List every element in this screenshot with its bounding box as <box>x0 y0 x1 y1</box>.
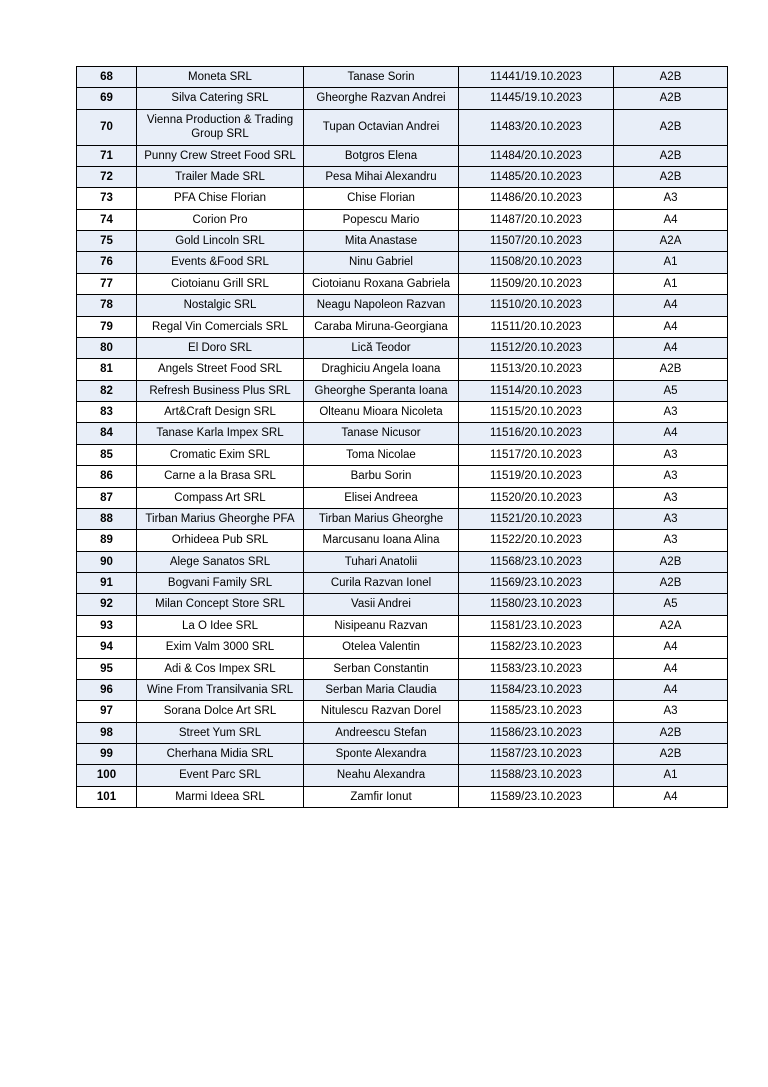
table-row <box>77 744 728 765</box>
cell-no: 97 <box>77 701 137 722</box>
cell-no: 77 <box>77 273 137 294</box>
cell-document: 11483/20.10.2023 <box>459 109 614 145</box>
cell-document: 11509/20.10.2023 <box>459 273 614 294</box>
cell-code: A4 <box>614 209 728 230</box>
table-body <box>77 67 728 808</box>
table-row <box>77 316 728 337</box>
cell-company: Adi & Cos Impex SRL <box>137 658 304 679</box>
cell-no: 68 <box>77 67 137 88</box>
cell-code: A3 <box>614 508 728 529</box>
table-row <box>77 594 728 615</box>
cell-company: Event Parc SRL <box>137 765 304 786</box>
cell-document: 11486/20.10.2023 <box>459 188 614 209</box>
cell-no: 93 <box>77 615 137 636</box>
cell-no: 99 <box>77 744 137 765</box>
table-row <box>77 530 728 551</box>
cell-no: 87 <box>77 487 137 508</box>
cell-person: Gheorghe Razvan Andrei <box>304 88 459 109</box>
cell-no: 96 <box>77 679 137 700</box>
cell-person: Olteanu Mioara Nicoleta <box>304 402 459 423</box>
cell-code: A2B <box>614 359 728 380</box>
table-row <box>77 188 728 209</box>
cell-code: A2B <box>614 573 728 594</box>
table-row <box>77 166 728 187</box>
cell-document: 11512/20.10.2023 <box>459 337 614 358</box>
cell-no: 90 <box>77 551 137 572</box>
cell-company: Trailer Made SRL <box>137 166 304 187</box>
cell-company: Orhideea Pub SRL <box>137 530 304 551</box>
table-row <box>77 637 728 658</box>
cell-document: 11583/23.10.2023 <box>459 658 614 679</box>
cell-no: 91 <box>77 573 137 594</box>
cell-person: Lică Teodor <box>304 337 459 358</box>
cell-person: Curila Razvan Ionel <box>304 573 459 594</box>
cell-no: 95 <box>77 658 137 679</box>
cell-person: Neahu Alexandra <box>304 765 459 786</box>
cell-document: 11521/20.10.2023 <box>459 508 614 529</box>
cell-company: Exim Valm 3000 SRL <box>137 637 304 658</box>
cell-person: Sponte Alexandra <box>304 744 459 765</box>
cell-document: 11513/20.10.2023 <box>459 359 614 380</box>
cell-company: Moneta SRL <box>137 67 304 88</box>
cell-no: 86 <box>77 466 137 487</box>
table-row <box>77 145 728 166</box>
table-row <box>77 786 728 807</box>
cell-code: A4 <box>614 295 728 316</box>
cell-company: Punny Crew Street Food SRL <box>137 145 304 166</box>
cell-document: 11445/19.10.2023 <box>459 88 614 109</box>
cell-company: Tanase Karla Impex SRL <box>137 423 304 444</box>
cell-company: Cromatic Exim SRL <box>137 444 304 465</box>
cell-code: A5 <box>614 594 728 615</box>
cell-code: A3 <box>614 466 728 487</box>
cell-no: 72 <box>77 166 137 187</box>
cell-document: 11586/23.10.2023 <box>459 722 614 743</box>
cell-company: Art&Craft Design SRL <box>137 402 304 423</box>
cell-document: 11516/20.10.2023 <box>459 423 614 444</box>
cell-code: A3 <box>614 444 728 465</box>
cell-person: Tupan Octavian Andrei <box>304 109 459 145</box>
table-row <box>77 67 728 88</box>
cell-code: A2B <box>614 109 728 145</box>
cell-company: La O Idee SRL <box>137 615 304 636</box>
cell-person: Pesa Mihai Alexandru <box>304 166 459 187</box>
cell-code: A4 <box>614 637 728 658</box>
cell-person: Botgros Elena <box>304 145 459 166</box>
cell-document: 11507/20.10.2023 <box>459 231 614 252</box>
cell-person: Popescu Mario <box>304 209 459 230</box>
cell-person: Otelea Valentin <box>304 637 459 658</box>
cell-person: Tuhari Anatolii <box>304 551 459 572</box>
cell-person: Ninu Gabriel <box>304 252 459 273</box>
cell-no: 76 <box>77 252 137 273</box>
cell-document: 11522/20.10.2023 <box>459 530 614 551</box>
cell-document: 11508/20.10.2023 <box>459 252 614 273</box>
cell-code: A4 <box>614 316 728 337</box>
table-row <box>77 487 728 508</box>
cell-no: 75 <box>77 231 137 252</box>
cell-person: Andreescu Stefan <box>304 722 459 743</box>
cell-no: 88 <box>77 508 137 529</box>
cell-document: 11441/19.10.2023 <box>459 67 614 88</box>
cell-company: Nostalgic SRL <box>137 295 304 316</box>
cell-person: Serban Maria Claudia <box>304 679 459 700</box>
cell-document: 11581/23.10.2023 <box>459 615 614 636</box>
cell-no: 85 <box>77 444 137 465</box>
cell-person: Mita Anastase <box>304 231 459 252</box>
cell-company: Gold Lincoln SRL <box>137 231 304 252</box>
cell-document: 11517/20.10.2023 <box>459 444 614 465</box>
cell-code: A2B <box>614 551 728 572</box>
cell-no: 92 <box>77 594 137 615</box>
table-row <box>77 508 728 529</box>
table-row <box>77 679 728 700</box>
cell-code: A2A <box>614 615 728 636</box>
cell-code: A2A <box>614 231 728 252</box>
table-row <box>77 337 728 358</box>
cell-code: A4 <box>614 423 728 444</box>
table-row <box>77 295 728 316</box>
cell-document: 11580/23.10.2023 <box>459 594 614 615</box>
table-row <box>77 359 728 380</box>
table-row <box>77 722 728 743</box>
cell-code: A2B <box>614 88 728 109</box>
table-row <box>77 380 728 401</box>
cell-person: Caraba Miruna-Georgiana <box>304 316 459 337</box>
cell-person: Vasii Andrei <box>304 594 459 615</box>
cell-no: 82 <box>77 380 137 401</box>
cell-no: 100 <box>77 765 137 786</box>
cell-document: 11487/20.10.2023 <box>459 209 614 230</box>
cell-person: Chise Florian <box>304 188 459 209</box>
cell-no: 84 <box>77 423 137 444</box>
cell-person: Zamfir Ionut <box>304 786 459 807</box>
cell-company: Events &Food SRL <box>137 252 304 273</box>
cell-document: 11587/23.10.2023 <box>459 744 614 765</box>
cell-company: Street Yum SRL <box>137 722 304 743</box>
cell-code: A3 <box>614 188 728 209</box>
cell-company: Sorana Dolce Art SRL <box>137 701 304 722</box>
cell-code: A2B <box>614 145 728 166</box>
table-row <box>77 273 728 294</box>
cell-document: 11588/23.10.2023 <box>459 765 614 786</box>
cell-no: 70 <box>77 109 137 145</box>
cell-company: Silva Catering SRL <box>137 88 304 109</box>
cell-person: Elisei Andreea <box>304 487 459 508</box>
cell-document: 11568/23.10.2023 <box>459 551 614 572</box>
cell-person: Serban Constantin <box>304 658 459 679</box>
cell-company: Cherhana Midia SRL <box>137 744 304 765</box>
cell-person: Barbu Sorin <box>304 466 459 487</box>
table-row <box>77 701 728 722</box>
cell-no: 101 <box>77 786 137 807</box>
cell-code: A2B <box>614 67 728 88</box>
table-row <box>77 231 728 252</box>
table-row <box>77 444 728 465</box>
cell-company: Ciotoianu Grill SRL <box>137 273 304 294</box>
cell-document: 11519/20.10.2023 <box>459 466 614 487</box>
cell-company: Tirban Marius Gheorghe PFA <box>137 508 304 529</box>
cell-no: 71 <box>77 145 137 166</box>
cell-person: Tanase Sorin <box>304 67 459 88</box>
cell-person: Nitulescu Razvan Dorel <box>304 701 459 722</box>
cell-document: 11585/23.10.2023 <box>459 701 614 722</box>
cell-person: Draghiciu Angela Ioana <box>304 359 459 380</box>
cell-person: Ciotoianu Roxana Gabriela <box>304 273 459 294</box>
cell-code: A1 <box>614 252 728 273</box>
cell-no: 89 <box>77 530 137 551</box>
cell-person: Toma Nicolae <box>304 444 459 465</box>
cell-no: 74 <box>77 209 137 230</box>
cell-no: 69 <box>77 88 137 109</box>
cell-no: 78 <box>77 295 137 316</box>
cell-code: A4 <box>614 786 728 807</box>
registry-table <box>76 66 728 808</box>
table-row <box>77 658 728 679</box>
cell-code: A4 <box>614 658 728 679</box>
cell-company: El Doro SRL <box>137 337 304 358</box>
cell-company: Angels Street Food SRL <box>137 359 304 380</box>
cell-no: 73 <box>77 188 137 209</box>
cell-no: 83 <box>77 402 137 423</box>
cell-company: Regal Vin Comercials SRL <box>137 316 304 337</box>
cell-company: PFA Chise Florian <box>137 188 304 209</box>
cell-company: Wine From Transilvania SRL <box>137 679 304 700</box>
cell-code: A2B <box>614 744 728 765</box>
cell-company: Milan Concept Store SRL <box>137 594 304 615</box>
cell-no: 94 <box>77 637 137 658</box>
cell-document: 11484/20.10.2023 <box>459 145 614 166</box>
cell-document: 11511/20.10.2023 <box>459 316 614 337</box>
cell-code: A1 <box>614 273 728 294</box>
cell-code: A4 <box>614 337 728 358</box>
table-row <box>77 109 728 145</box>
cell-document: 11582/23.10.2023 <box>459 637 614 658</box>
cell-code: A3 <box>614 530 728 551</box>
cell-document: 11485/20.10.2023 <box>459 166 614 187</box>
cell-company: Compass Art SRL <box>137 487 304 508</box>
cell-code: A1 <box>614 765 728 786</box>
table-row <box>77 88 728 109</box>
cell-no: 80 <box>77 337 137 358</box>
table-row <box>77 551 728 572</box>
table-row <box>77 209 728 230</box>
cell-person: Gheorghe Speranta Ioana <box>304 380 459 401</box>
cell-document: 11589/23.10.2023 <box>459 786 614 807</box>
cell-company: Marmi Ideea SRL <box>137 786 304 807</box>
cell-code: A2B <box>614 166 728 187</box>
cell-document: 11514/20.10.2023 <box>459 380 614 401</box>
cell-code: A4 <box>614 679 728 700</box>
cell-company: Vienna Production & Trading Group SRL <box>137 109 304 145</box>
cell-document: 11510/20.10.2023 <box>459 295 614 316</box>
cell-document: 11569/23.10.2023 <box>459 573 614 594</box>
cell-no: 79 <box>77 316 137 337</box>
cell-code: A3 <box>614 402 728 423</box>
cell-person: Marcusanu Ioana Alina <box>304 530 459 551</box>
cell-person: Nisipeanu Razvan <box>304 615 459 636</box>
table-row <box>77 252 728 273</box>
cell-document: 11515/20.10.2023 <box>459 402 614 423</box>
cell-company: Alege Sanatos SRL <box>137 551 304 572</box>
table-row <box>77 466 728 487</box>
cell-document: 11520/20.10.2023 <box>459 487 614 508</box>
table-row <box>77 765 728 786</box>
cell-company: Bogvani Family SRL <box>137 573 304 594</box>
cell-person: Neagu Napoleon Razvan <box>304 295 459 316</box>
table-row <box>77 615 728 636</box>
cell-company: Refresh Business Plus SRL <box>137 380 304 401</box>
cell-company: Corion Pro <box>137 209 304 230</box>
cell-document: 11584/23.10.2023 <box>459 679 614 700</box>
cell-code: A5 <box>614 380 728 401</box>
table-row <box>77 402 728 423</box>
cell-person: Tanase Nicusor <box>304 423 459 444</box>
cell-no: 98 <box>77 722 137 743</box>
table-row <box>77 423 728 444</box>
table-row <box>77 573 728 594</box>
cell-code: A2B <box>614 722 728 743</box>
cell-code: A3 <box>614 487 728 508</box>
cell-company: Carne a la Brasa SRL <box>137 466 304 487</box>
cell-no: 81 <box>77 359 137 380</box>
cell-code: A3 <box>614 701 728 722</box>
cell-person: Tirban Marius Gheorghe <box>304 508 459 529</box>
